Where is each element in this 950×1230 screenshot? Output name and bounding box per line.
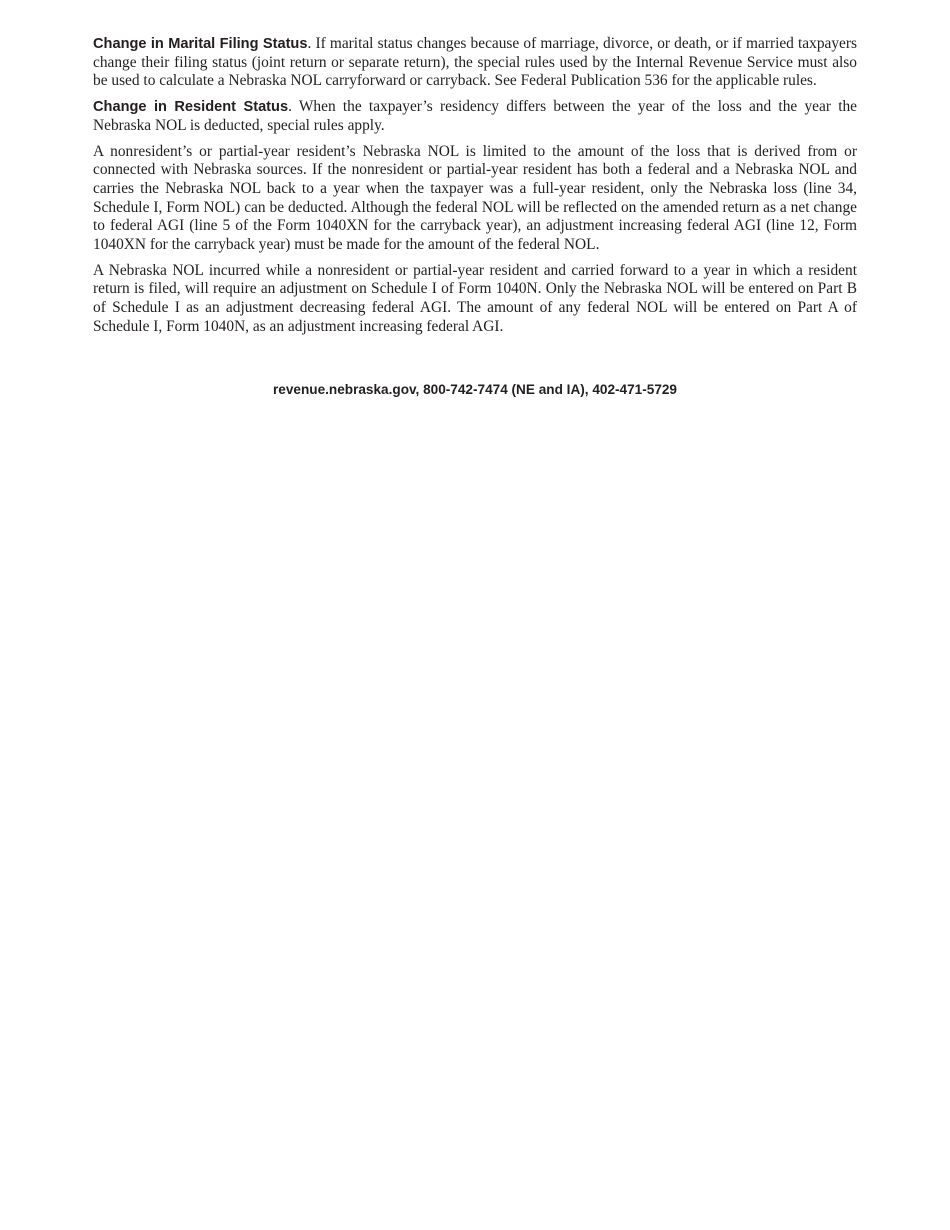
resident-status-paragraph — [93, 98, 857, 135]
marital-status-text: . If marital status changes because of marriage, divorce, or death, or if married taxpayers change their filing status (joint return or separate return), the special rules used by the Internal Revenue Service must also be used to calculate a Nebraska NOL carryforward or carryback. See Federal Publication 536 for the applicable rules. — [93, 35, 858, 90]
marital-status-paragraph — [93, 35, 857, 91]
resident-status-text: . When the taxpayer’s residency differs between the year of the loss and the year the Nebraska NOL is deducted, special rules apply. — [93, 98, 857, 134]
carryforward-paragraph: A Nebraska NOL incurred while a nonresident or partial-year resident and carried forward to a year in which a resident return is filed, will require an adjustment on Schedule I of Form 1040N. Only the Nebraska NOL will be entered on Part B of Schedule I as an adjustment decreasing federal AGI. The amount of any federal NOL will be entered on Part A of Schedule I, Form 1040N, as an adjustment increasing federal AGI. — [93, 261, 857, 335]
document-body — [93, 35, 857, 344]
nonresident-nol-paragraph: A nonresident’s or partial-year resident’s Nebraska NOL is limited to the amount of the loss that is derived from or connected with Nebraska sources. If the nonresident or partial-year resident has both a federal and a Nebraska NOL and carries the Nebraska NOL back to a year when the taxpayer was a full-year resident, only the Nebraska loss (line 34, Schedule I, Form NOL) can be deducted. Although the federal NOL will be reflected on the amended return as a net change to federal AGI (line 5 of the Form 1040XN for the carryback year), an adjustment increasing federal AGI (line 12, Form 1040XN for the carryback year) must be made for the amount of the federal NOL. — [93, 142, 857, 254]
resident-status-heading: Change in Resident Status — [93, 99, 289, 116]
footer-contact: revenue.nebraska.gov, 800-742-7474 (NE and IA), 402-471-5729 — [273, 382, 677, 397]
marital-status-heading: Change in Marital Filing Status — [93, 36, 308, 52]
